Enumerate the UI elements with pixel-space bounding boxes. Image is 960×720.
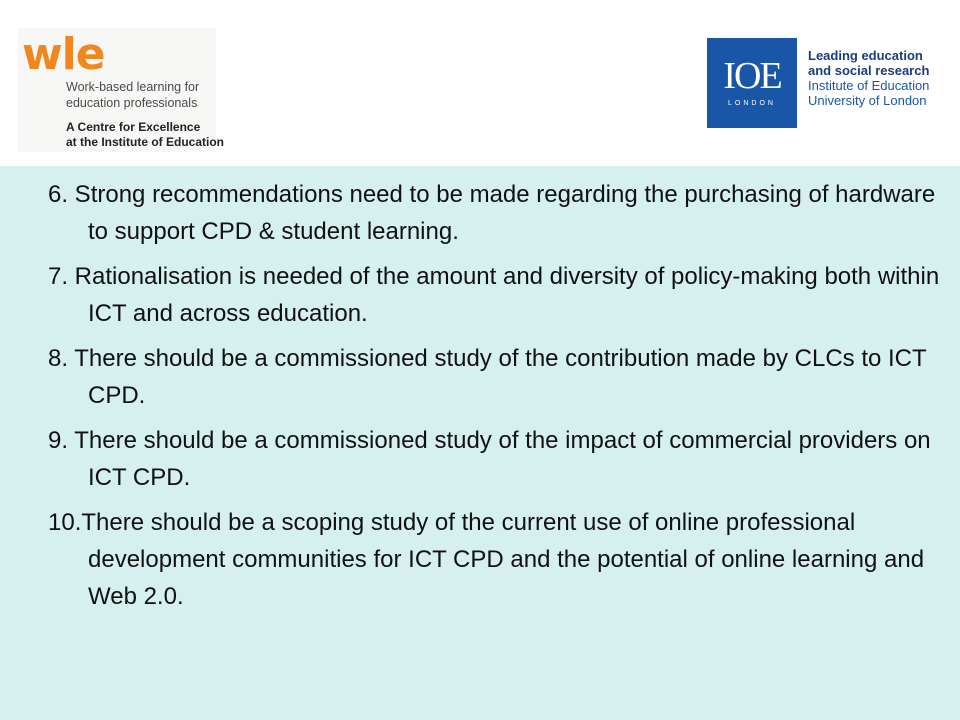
ioe-logo [707,38,797,128]
wle-tagline-4: at the Institute of Education [66,135,224,149]
slide-content [0,166,960,720]
slide-header [0,0,960,166]
recommendation-item: 6. Strong recommendations need to be made regarding the purchasing of hardware to support CPD & student learning. [48,181,936,245]
wle-logo-mark: wle [22,29,105,80]
recommendation-item: 7. Rationalisation is needed of the amount and diversity of policy-making both within ICT and across education. [48,263,940,327]
ioe-tagline-2: and social research [808,63,930,78]
wle-logo [18,28,224,152]
ioe-logo-mark: IOE [723,55,781,97]
ioe-tagline [808,48,929,108]
recommendation-item: 8. There should be a commissioned study of the contribution made by CLCs to ICT CPD. [48,345,927,409]
recommendation-list [48,176,948,623]
recommendation-item: 10.There should be a scoping study of the current use of online professional development communities for ICT CPD and the potential of online learning and Web 2.0. [48,509,925,610]
ioe-tagline-4: University of London [808,93,927,108]
wle-tagline-1: Work-based learning for [66,80,200,94]
wle-tagline-3: A Centre for Excellence [66,120,201,134]
recommendation-item: 9. There should be a commissioned study of the impact of commercial providers on ICT CPD. [48,427,931,491]
ioe-tagline-1: Leading education [808,48,923,63]
ioe-logo-sub: LONDON [728,100,776,107]
wle-tagline-2: education professionals [66,96,198,110]
ioe-tagline-3: Institute of Education [808,78,930,93]
